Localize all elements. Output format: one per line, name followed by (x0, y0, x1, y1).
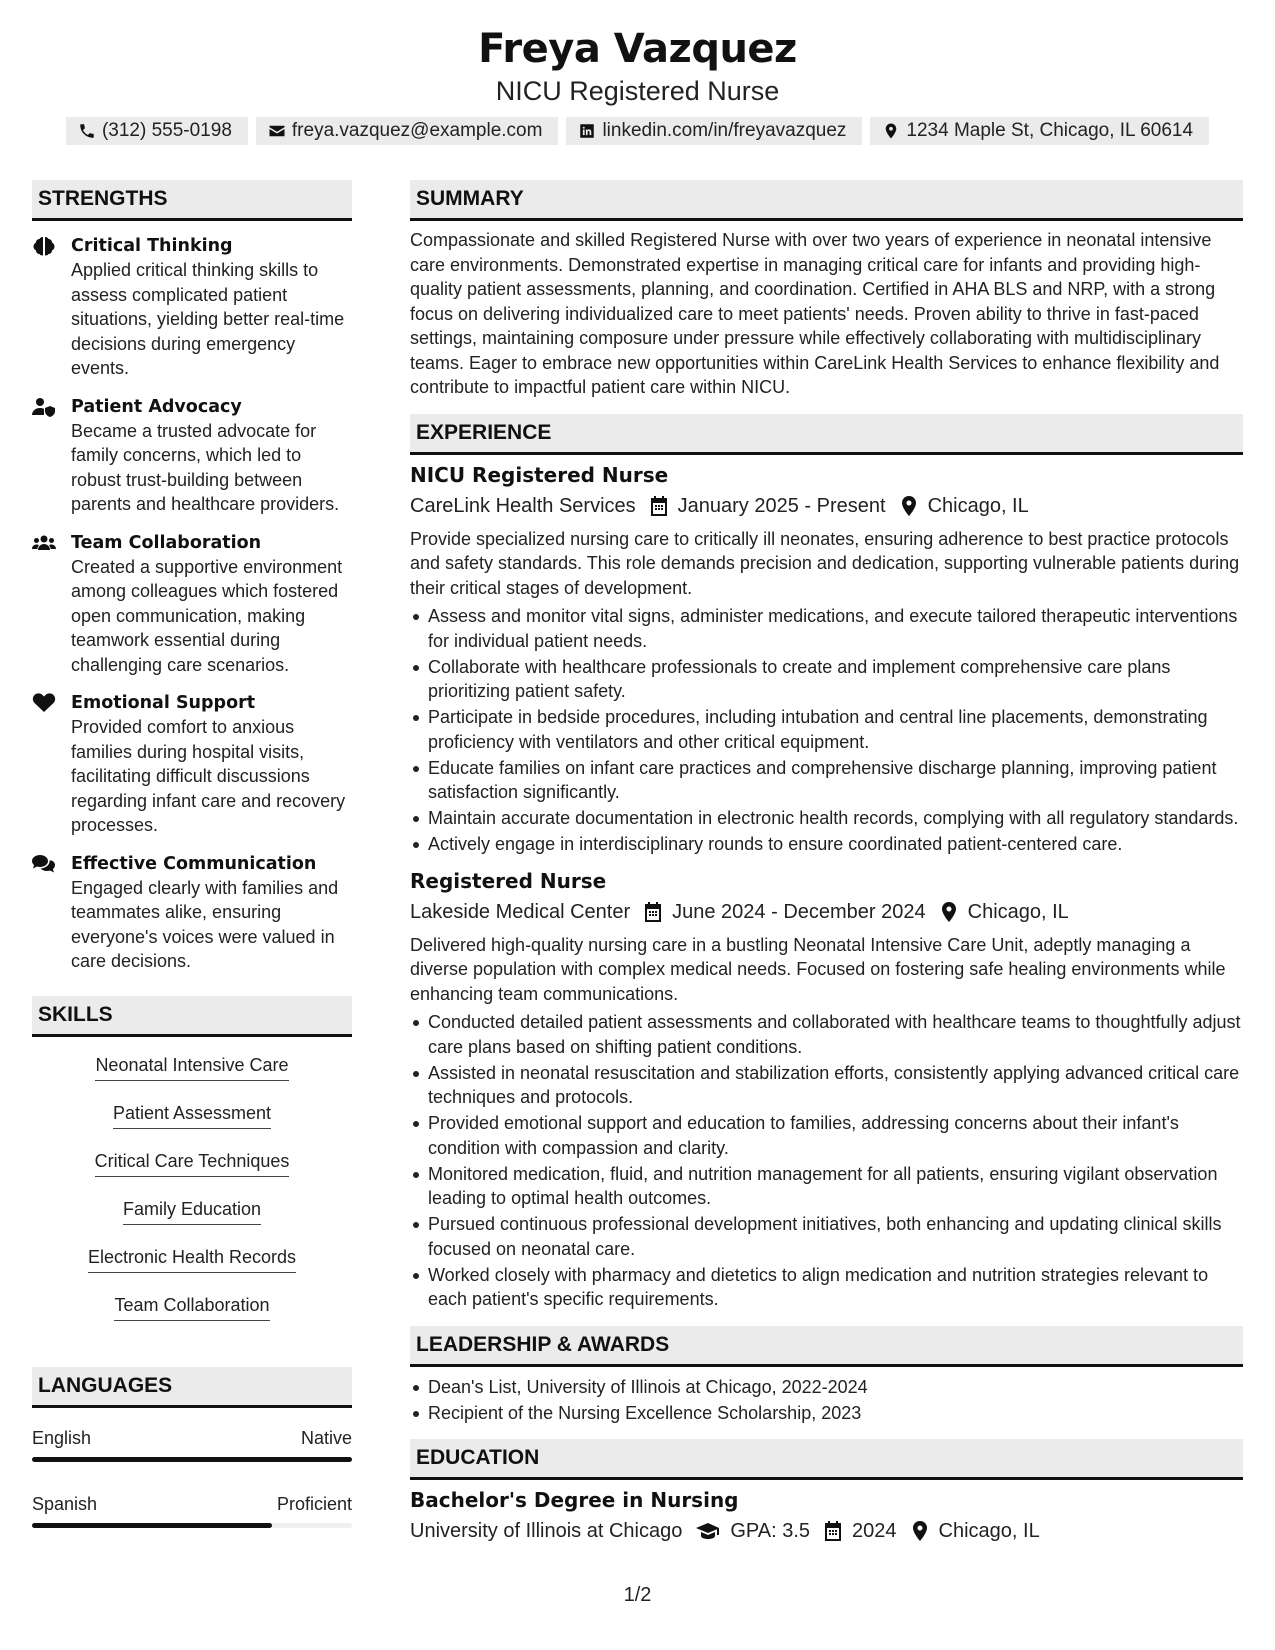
list-item: Participate in bedside procedures, including intubation and central line placements, demonstrating proficiency with ventilators and other critical equipment. (410, 705, 1243, 754)
job-location: Chicago, IL (927, 494, 1029, 517)
job-title: NICU Registered Nurse (410, 462, 669, 487)
left-column (32, 180, 352, 1528)
map-pin-icon (900, 496, 918, 516)
job-title: Registered Nurse (410, 868, 607, 893)
list-item: Pursued continuous professional development initiatives, both enhancing and updating clinical skills focused on neonatal care. (410, 1212, 1243, 1261)
strength-title: Emotional Support (71, 693, 256, 713)
skills-list (32, 1047, 352, 1335)
strength-desc: Engaged clearly with families and teammates alike, ensuring everyone's voices were valued in care decisions. (71, 877, 339, 971)
skill-tag: Family Education (123, 1197, 261, 1225)
skill-tag: Patient Assessment (113, 1101, 271, 1129)
list-item: Dean's List, University of Illinois at Chicago, 2022-2024 (410, 1375, 1243, 1400)
job-location: Chicago, IL (967, 900, 1069, 923)
experience-heading: EXPERIENCE (410, 414, 1243, 455)
language-bar (32, 1523, 352, 1528)
strength-title: Effective Communication (71, 853, 317, 874)
skill-tag: Electronic Health Records (88, 1245, 296, 1273)
degree-title: Bachelor's Degree in Nursing (410, 1488, 739, 1512)
strength-item (32, 531, 352, 678)
list-item: Conducted detailed patient assessments and collaborated with healthcare teams to thoughtfully adjust care plans based on shifting patient conditions. (410, 1010, 1243, 1059)
list-item: Worked closely with pharmacy and dietetics to align medication and nutrition strategies relevant to each patient's specific requirements. (410, 1263, 1243, 1312)
strength-item (32, 234, 352, 381)
language-name: Spanish (32, 1493, 98, 1514)
skill-tag: Neonatal Intensive Care (95, 1053, 288, 1081)
calendar-icon (824, 1521, 842, 1541)
list-item: Actively engage in interdisciplinary rounds to ensure coordinated patient-centered care. (410, 832, 1243, 857)
contact-linkedin[interactable] (566, 117, 862, 145)
contact-address-text: 1234 Maple St, Chicago, IL 60614 (906, 120, 1194, 141)
strength-item (32, 852, 352, 974)
list-item: Recipient of the Nursing Excellence Scholarship, 2023 (410, 1401, 1243, 1426)
contact-phone[interactable] (66, 117, 248, 145)
list-item: Provided emotional support and education to families, addressing concerns about their infant's condition with compassion and clarity. (410, 1111, 1243, 1160)
linkedin-icon (578, 122, 596, 140)
language-bar-fill (32, 1457, 352, 1462)
job-entry (410, 867, 1243, 1312)
languages-heading: LANGUAGES (32, 1367, 352, 1408)
strength-title: Patient Advocacy (71, 396, 242, 417)
job-company: CareLink Health Services (410, 494, 636, 517)
contact-email[interactable] (256, 117, 559, 145)
education-entry (410, 1486, 1243, 1546)
strength-desc: Applied critical thinking skills to assess complicated patient situations, yielding better real-time decisions during emergency events. (71, 260, 345, 378)
job-entry (410, 461, 1243, 857)
language-item (32, 1426, 352, 1462)
awards-heading: LEADERSHIP & AWARDS (410, 1326, 1243, 1367)
education-heading: EDUCATION (410, 1439, 1243, 1480)
strength-desc: Created a supportive environment among colleagues which fostered open communication, making teamwork essential during challenging care scenarios. (71, 556, 343, 675)
gpa: GPA: 3.5 (730, 1520, 811, 1542)
education-location: Chicago, IL (938, 1520, 1040, 1542)
calendar-icon (644, 902, 662, 922)
language-item (32, 1492, 352, 1528)
summary-heading: SUMMARY (410, 180, 1243, 221)
map-pin-icon (940, 902, 958, 922)
education-meta (410, 1516, 1243, 1546)
job-dates: June 2024 - December 2024 (672, 900, 926, 923)
map-pin-icon (882, 122, 900, 140)
list-item: Assisted in neonatal resuscitation and stabilization efforts, consistently applying advanced critical care techniques and protocols. (410, 1061, 1243, 1110)
strength-item (32, 691, 352, 838)
job-description: Delivered high-quality nursing care in a bustling Neonatal Intensive Care Unit, adeptly managing a diverse population with complex medical needs. Focused on fostering safe healing environments while enhancing team communications. (410, 934, 1226, 1004)
list-item: Maintain accurate documentation in electronic health records, complying with all regulatory standards. (410, 806, 1243, 831)
map-pin-icon (911, 1521, 929, 1541)
contact-address (870, 117, 1209, 145)
user-shield-icon (32, 397, 56, 417)
resume-header (0, 24, 1275, 145)
list-item: Collaborate with healthcare professionals to create and implement comprehensive care plans prioritizing patient safety. (410, 655, 1243, 704)
skill-tag: Team Collaboration (114, 1293, 269, 1321)
language-level: Proficient (276, 1493, 352, 1514)
strength-desc: Became a trusted advocate for family concerns, which led to robust trust-building between parents and healthcare providers. (71, 420, 340, 514)
job-bullets (410, 1010, 1243, 1312)
calendar-icon (650, 496, 668, 516)
strength-desc: Provided comfort to anxious families during hospital visits, facilitating difficult discussions regarding infant care and recovery processes. (71, 717, 346, 835)
list-item: Assess and monitor vital signs, administer medications, and execute tailored therapeutic interventions for individual patient needs. (410, 604, 1243, 653)
page-number: 1/2 (623, 1584, 652, 1606)
job-meta (410, 491, 1243, 521)
strengths-heading: STRENGTHS (32, 180, 352, 221)
candidate-role: NICU Registered Nurse (495, 76, 780, 106)
job-dates: January 2025 - Present (677, 494, 886, 517)
job-meta (410, 897, 1243, 927)
strength-title: Team Collaboration (71, 532, 262, 553)
awards-list (410, 1375, 1243, 1426)
brain-icon (32, 236, 56, 256)
list-item: Monitored medication, fluid, and nutrition management for all patients, ensuring vigilant observation leading to optimal health outcomes. (410, 1162, 1243, 1211)
users-icon (32, 533, 56, 553)
contact-phone-text: (312) 555-0198 (101, 120, 232, 141)
strength-item (32, 395, 352, 517)
strength-title: Critical Thinking (71, 236, 233, 256)
contact-linkedin-text: linkedin.com/in/freyavazquez (602, 120, 847, 141)
language-level: Native (300, 1427, 352, 1448)
graduation-cap-icon (696, 1521, 720, 1541)
contact-bar (0, 117, 1275, 145)
school-name: University of Illinois at Chicago (410, 1520, 683, 1542)
phone-icon (78, 122, 96, 140)
right-column (410, 180, 1243, 1546)
summary-text: Compassionate and skilled Registered Nurse with over two years of experience in neonatal intensive care environments. Demonstrated expertise in managing critical care for infants and providing high-quality patient assessments, planning, and coordination. Certified in AHA BLS and NRP, with a strong focus on delivering individualized care to meet patients' needs. Proven ability to thrive in fast-paced settings, maintaining composure under pressure while effectively collaborating with multidisciplinary teams. Eager to embrace new opportunities within CareLink Health Services to enhance flexibility and contribute to impactful patient care within NICU. (410, 230, 1220, 397)
language-name: English (32, 1427, 92, 1448)
candidate-name: Freya Vazquez (478, 26, 797, 72)
language-bar (32, 1457, 352, 1462)
contact-email-text: freya.vazquez@example.com (291, 120, 543, 141)
job-bullets (410, 604, 1243, 857)
graduation-year: 2024 (852, 1520, 897, 1542)
job-company: Lakeside Medical Center (410, 900, 631, 923)
skill-tag: Critical Care Techniques (95, 1149, 290, 1177)
comments-icon (32, 854, 56, 874)
list-item: Educate families on infant care practices and comprehensive discharge planning, improving patient satisfaction significantly. (410, 756, 1243, 805)
job-description: Provide specialized nursing care to critically ill neonates, ensuring adherence to best practice protocols and safety standards. This role demands precision and dedication, supporting vulnerable patients during their critical stages of development. (410, 528, 1240, 598)
skills-heading: SKILLS (32, 996, 352, 1037)
heart-icon (32, 693, 56, 713)
language-bar-fill (32, 1523, 272, 1528)
envelope-icon (268, 122, 286, 140)
